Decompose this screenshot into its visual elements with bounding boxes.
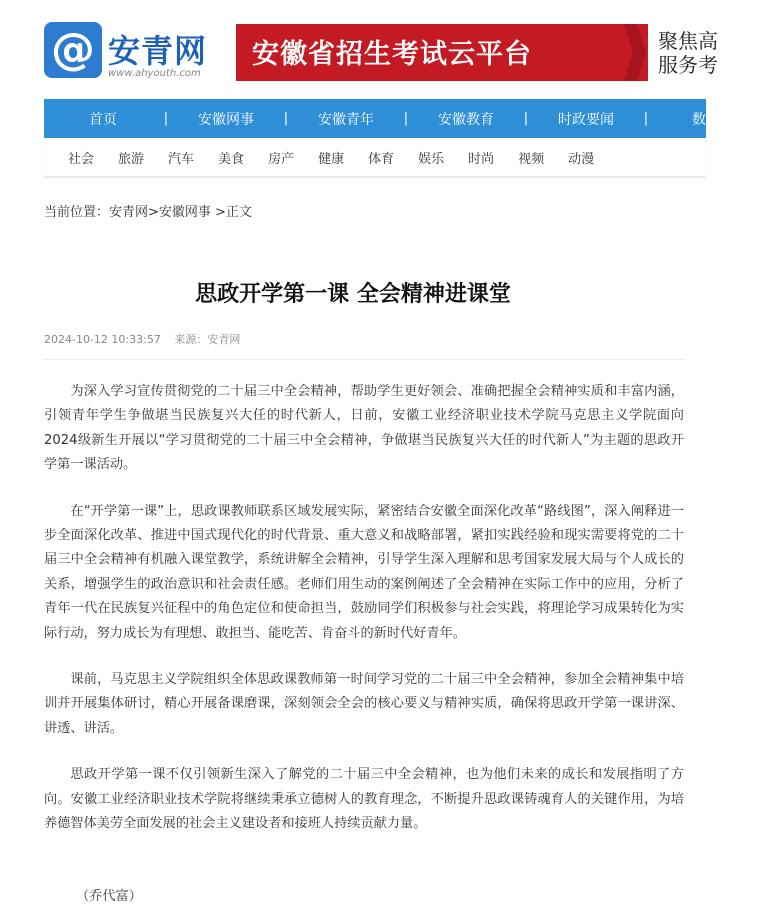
article-paragraph: 课前，马克思主义学院组织全体思政课教师第一时间学习党的二十届三中全会精神，参加全会精神集中培训并开展集体研讨，精心开展备课磨课，深刻领会全会的核心要义与精神实质，确保将思政开学第一课讲深、讲透、讲活。 (44, 672, 684, 736)
article-datetime: 2024-10-12 10:33:57 (44, 333, 161, 346)
main-nav-anhui-youth[interactable]: 安徽青年 (318, 111, 374, 128)
nav-separator: | (163, 111, 169, 126)
article-author: （乔代富） (76, 889, 142, 904)
article-source: 来源：安青网 (174, 333, 241, 346)
main-nav-anhui-education[interactable]: 安徽教育 (438, 111, 494, 128)
site-logo[interactable] (44, 22, 214, 80)
sub-nav-property[interactable]: 房产 (268, 151, 295, 167)
main-nav-home[interactable]: 首页 (89, 111, 117, 128)
sub-nav-anime[interactable]: 动漫 (568, 151, 595, 167)
article-paragraph: 在“开学第一课”上，思政课教师联系区域发展实际，紧密结合安徽全面深化改革“路线图”，深入阐释进一步全面深化改革、推进中国式现代化的时代背景、重大意义和战略部署，紧扣实践经验和现实需要将党的二十届三中全会精神有机融入课堂教学，系统讲解全会精神，引导学生深入理解和思考国家发展大局与个人成长的关系，增强学生的政治意识和社会责任感。老师们用生动的案例阐述了全会精神在实际工作中的应用，分析了青年一代在民族复兴征程中的角色定位和使命担当，鼓励同学们积极参与社会实践，将理论学习成果转化为实际行动，努力成长为有理想、敢担当、能吃苦、肯奋斗的新时代好青年。 (44, 503, 684, 641)
banner-chevron-icon (624, 24, 646, 81)
article-title: 思政开学第一课 全会精神进课堂 (195, 281, 511, 307)
banner-slogan-line1: 聚焦高 (658, 29, 718, 53)
sub-nav (44, 138, 706, 177)
sub-nav-health[interactable]: 健康 (318, 151, 345, 167)
nav-separator: | (523, 111, 529, 126)
article-meta (44, 331, 240, 347)
logo-text: 安青网 (108, 32, 208, 70)
banner-title: 安徽省招生考试云平台 (252, 39, 532, 70)
logo-url: www.ahyouth.com (108, 68, 201, 79)
logo-badge: @ (44, 22, 102, 78)
divider (44, 359, 684, 360)
main-nav (44, 99, 720, 138)
exam-platform-banner[interactable] (236, 24, 718, 81)
sub-nav-sports[interactable]: 体育 (368, 151, 395, 167)
sub-nav-fashion[interactable]: 时尚 (468, 151, 495, 167)
sub-nav-food[interactable]: 美食 (218, 151, 245, 167)
nav-separator: | (403, 111, 409, 126)
main-nav-current-affairs[interactable]: 时政要闻 (558, 111, 614, 128)
sub-nav-society[interactable]: 社会 (68, 151, 95, 167)
banner-slogan-line2: 服务考 (658, 53, 718, 77)
article-body (44, 380, 684, 859)
breadcrumb[interactable]: 当前位置：安青网>安徽网事 >正文 (44, 205, 252, 220)
sub-nav-entertainment[interactable]: 娱乐 (418, 151, 445, 167)
sub-nav-travel[interactable]: 旅游 (118, 151, 145, 167)
sub-nav-video[interactable]: 视频 (518, 151, 545, 167)
banner-slogan (648, 24, 728, 81)
main-nav-anhui-news[interactable]: 安徽网事 (198, 111, 254, 128)
nav-separator: | (643, 111, 649, 126)
main-nav-digital[interactable]: 数字 (692, 111, 720, 128)
nav-separator: | (283, 111, 289, 126)
sub-nav-auto[interactable]: 汽车 (168, 151, 195, 167)
article-paragraph: 为深入学习宣传贯彻党的二十届三中全会精神，帮助学生更好领会、准确把握全会精神实质和丰富内涵，引领青年学生争做堪当民族复兴大任的时代新人，日前，安徽工业经济职业技术学院马克思主义学院面向2024级新生开展以“学习贯彻党的二十届三中全会精神，争做堪当民族复兴大任的时代新人”为主题的思政开学第一课活动。 (44, 384, 684, 473)
article-paragraph: 思政开学第一课不仅引领新生深入了解党的二十届三中全会精神，也为他们未来的成长和发展指明了方向。安徽工业经济职业技术学院将继续秉承立德树人的教育理念，不断提升思政课铸魂育人的关键作用，为培养德智体美劳全面发展的社会主义建设者和接班人持续贡献力量。 (44, 767, 684, 832)
